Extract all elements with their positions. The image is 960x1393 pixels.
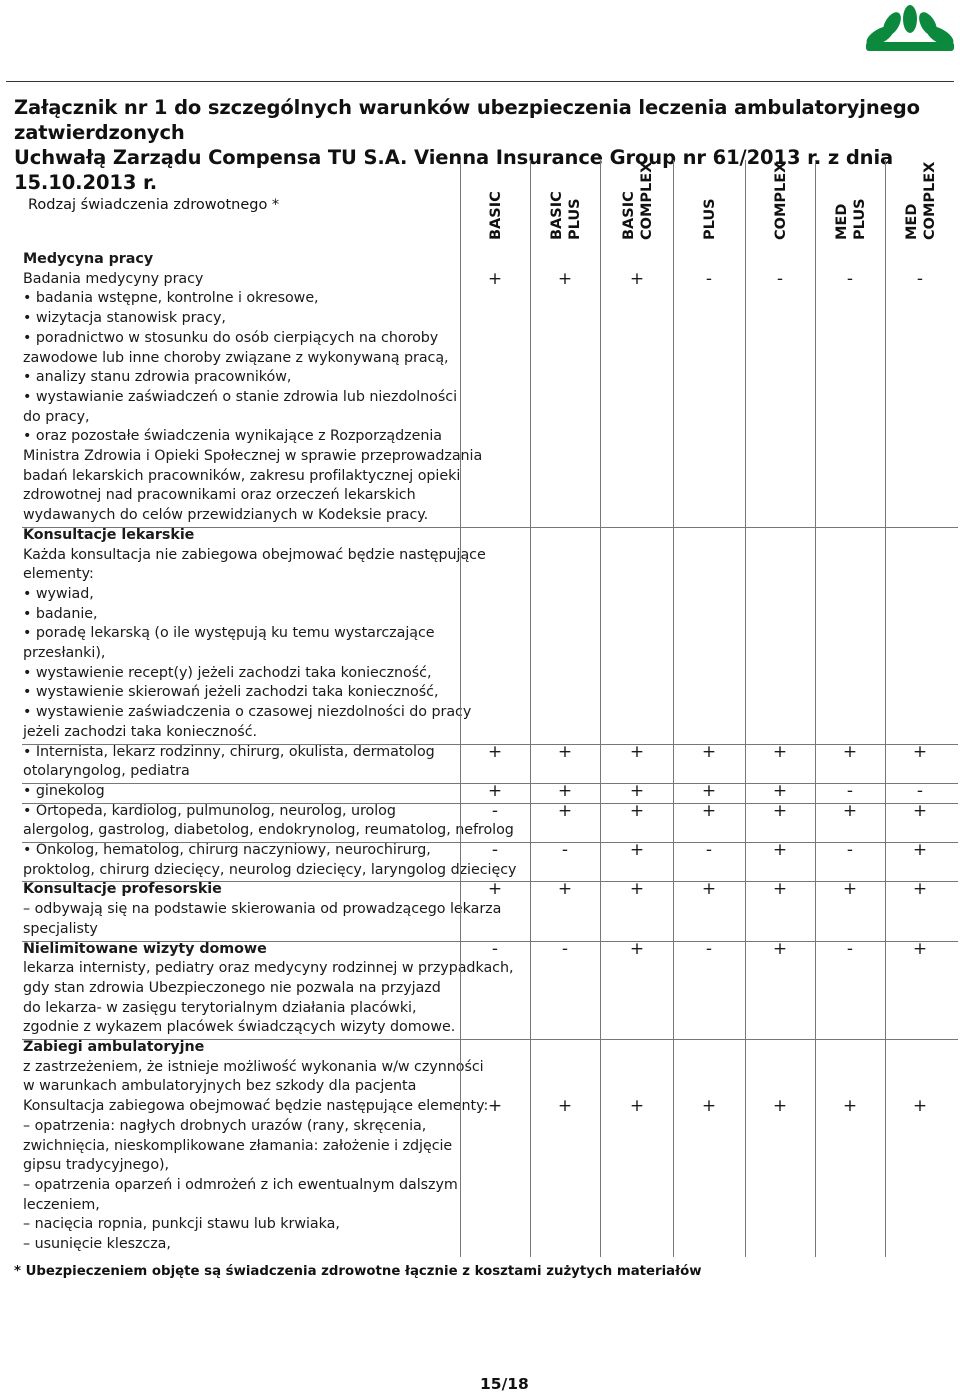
table-row-description <box>23 250 483 526</box>
row-text-line: do lekarza- w zasięgu terytorialnym działania placówki, <box>23 999 417 1016</box>
included-mark: + <box>912 800 928 821</box>
row-text-line: • wystawienie skierowań jeżeli zachodzi taka konieczność, <box>23 684 439 701</box>
included-mark: + <box>772 840 788 860</box>
document-title-line-1: Załącznik nr 1 do szczególnych warunków ubezpieczenia leczenia ambulatoryjnego zatwierdzonych <box>14 96 920 144</box>
column-header-line: PLUS <box>567 198 583 240</box>
row-text-line: Każda konsultacja nie zabiegowa obejmować będzie następujące <box>23 546 486 563</box>
included-mark: + <box>629 840 645 860</box>
included-mark: + <box>487 1096 503 1117</box>
table-row-description <box>23 940 514 1039</box>
included-mark: + <box>557 780 573 801</box>
row-text-line: – usunięcie kleszcza, <box>23 1236 171 1253</box>
row-text-line: • oraz pozostałe świadczenia wynikające z Rozporządzenia <box>23 428 442 445</box>
included-mark: + <box>701 800 717 821</box>
row-text-line: • Ortopeda, kardiolog, pulmunolog, neurolog, urolog <box>23 802 396 819</box>
row-text-line: do pracy, <box>23 408 90 425</box>
row-text-line: zgodnie z wykazem placówek świadczących wizyty domowe. <box>23 1019 456 1036</box>
row-divider <box>22 941 958 942</box>
row-text-line: zawodowe lub inne choroby związane z wykonywaną pracą, <box>23 349 449 366</box>
section-heading: Medycyna pracy <box>23 251 154 267</box>
row-text-line: • analizy stanu zdrowia pracowników, <box>23 369 292 386</box>
row-text-line: • Onkolog, hematolog, chirurg naczyniowy, neurochirurg, <box>23 842 431 858</box>
included-mark: + <box>629 1096 645 1117</box>
column-divider <box>885 160 886 1257</box>
column-header-line: PLUS <box>702 198 718 240</box>
included-mark: + <box>487 741 503 762</box>
row-text-line: • poradę lekarską (o ile występują ku temu wystarczające <box>23 625 435 642</box>
excluded-mark: - <box>916 268 924 289</box>
included-mark: + <box>842 879 858 900</box>
table-row-description <box>23 1097 489 1255</box>
included-mark: + <box>487 879 503 900</box>
row-text-line: Konsultacja zabiegowa obejmować będzie następujące elementy: <box>23 1098 489 1115</box>
included-mark: + <box>557 800 573 821</box>
included-mark: + <box>629 268 645 289</box>
first-column-header: Rodzaj świadczenia zdrowotnego * <box>28 197 280 213</box>
excluded-mark: - <box>491 840 499 860</box>
column-header-6 <box>903 162 939 240</box>
included-mark: + <box>629 741 645 762</box>
row-text-line: zwichnięcia, nieskomplikowane złamania: założenie i zdjęcie <box>23 1137 453 1154</box>
included-mark: + <box>701 879 717 900</box>
column-divider <box>815 160 816 1257</box>
included-mark: + <box>772 800 788 821</box>
table-row-description <box>23 526 486 743</box>
row-text-line: • wizytacja stanowisk pracy, <box>23 310 226 327</box>
column-divider <box>530 160 531 1257</box>
included-mark: + <box>772 879 788 900</box>
row-text-line: lekarza internisty, pediatry oraz medycyny rodzinnej w przypadkach, <box>23 960 514 977</box>
row-text-line: Badania medycyny pracy <box>23 270 204 287</box>
column-divider <box>460 160 461 1257</box>
table-row-description <box>23 1038 484 1097</box>
excluded-mark: - <box>916 780 924 801</box>
row-text-line: otolaryngolog, pediatra <box>23 763 190 780</box>
included-mark: + <box>772 741 788 762</box>
included-mark: + <box>912 938 928 959</box>
table-row-description <box>23 880 502 939</box>
column-header-4 <box>772 162 790 240</box>
column-header-0 <box>487 191 505 240</box>
excluded-mark: - <box>705 840 713 860</box>
row-text-line: • poradnictwo w stosunku do osób cierpiących na choroby <box>23 329 439 346</box>
row-text-line: jeżeli zachodzi taka konieczność. <box>23 723 258 740</box>
excluded-mark: - <box>561 840 569 860</box>
included-mark: + <box>557 1096 573 1117</box>
table-row-description <box>23 743 453 782</box>
excluded-mark: - <box>705 268 713 289</box>
included-mark: + <box>487 268 503 289</box>
included-mark: + <box>772 1096 788 1117</box>
included-mark: + <box>842 800 858 821</box>
row-text-line: specjalisty <box>23 920 98 937</box>
row-text-line: • wystawienie zaświadczenia o czasowej niezdolności do pracy <box>23 704 472 721</box>
row-text-line: proktolog, chirurg dziecięcy, neurolog dziecięcy, laryngolog dziecięcy <box>23 861 517 878</box>
row-text-line: – opatrzenia oparzeń i odmrożeń z ich ewentualnym dalszym <box>23 1176 458 1193</box>
row-divider <box>22 842 958 843</box>
column-header-line: COMPLEX <box>922 161 938 240</box>
included-mark: + <box>912 879 928 900</box>
included-mark: + <box>629 780 645 801</box>
table-row-description <box>23 841 517 880</box>
excluded-mark: - <box>846 938 854 959</box>
included-mark: + <box>912 1096 928 1117</box>
row-text-line: alergolog, gastrolog, diabetolog, endokrynolog, reumatolog, nefrolog <box>23 822 514 839</box>
included-mark: + <box>557 268 573 289</box>
row-text-line: • badania wstępne, kontrolne i okresowe, <box>23 290 319 307</box>
section-heading: Zabiegi ambulatoryjne <box>23 1039 205 1055</box>
row-text-line: • wystawianie zaświadczeń o stanie zdrowia lub niezdolności <box>23 388 457 405</box>
column-header-line: BASIC <box>621 191 637 240</box>
footnote: * Ubezpieczeniem objęte są świadczenia zdrowotne łącznie z kosztami zużytych materiałów <box>14 1264 702 1279</box>
row-text-line: • wywiad, <box>23 585 94 602</box>
row-text-line: – odbywają się na podstawie skierowania od prowadzącego lekarza <box>23 901 502 918</box>
row-divider <box>22 783 958 784</box>
included-mark: + <box>701 780 717 801</box>
included-mark: + <box>912 741 928 762</box>
row-text-line: • wystawienie recept(y) jeżeli zachodzi taka konieczność, <box>23 664 432 681</box>
excluded-mark: - <box>846 840 854 860</box>
included-mark: + <box>557 879 573 900</box>
column-header-2 <box>620 162 656 240</box>
column-header-line: COMPLEX <box>773 161 789 240</box>
header-rule <box>6 81 954 82</box>
table-row-description <box>23 802 514 841</box>
column-header-line: MED <box>834 203 850 240</box>
row-text-line: • Internista, lekarz rodzinny, chirurg, okulista, dermatolog <box>23 743 435 760</box>
row-text-line: leczeniem, <box>23 1196 100 1213</box>
column-header-3 <box>701 198 719 240</box>
included-mark: + <box>629 800 645 821</box>
included-mark: + <box>557 741 573 762</box>
section-heading: Konsultacje profesorskie <box>23 881 222 898</box>
section-heading: Konsultacje lekarskie <box>23 526 195 543</box>
document-title <box>14 95 954 195</box>
row-text-line: • badanie, <box>23 605 98 622</box>
excluded-mark: - <box>561 938 569 959</box>
table-row-description <box>23 782 453 802</box>
row-text-line: – opatrzenia: nagłych drobnych urazów (rany, skręcenia, <box>23 1117 427 1134</box>
column-header-line: MED <box>904 203 920 240</box>
row-text-line: w warunkach ambulatoryjnych bez szkody dla pacjenta <box>23 1078 417 1095</box>
document-title-line-2: Uchwałą Zarządu Compensa TU S.A. Vienna Insurance Group nr 61/2013 r. z dnia 15.10.2013 r. <box>14 146 894 194</box>
excluded-mark: - <box>776 268 784 289</box>
row-text-line: z zastrzeżeniem, że istnieje możliwość wykonania w/w czynności <box>23 1058 484 1075</box>
section-heading: Nielimitowane wizyty domowe <box>23 940 267 957</box>
row-divider <box>22 881 958 882</box>
column-header-line: COMPLEX <box>639 161 655 240</box>
column-divider <box>745 160 746 1257</box>
row-divider <box>22 1039 958 1040</box>
included-mark: + <box>912 840 928 860</box>
included-mark: + <box>629 938 645 959</box>
row-text-line: zdrowotnej nad pracownikami oraz orzeczeń lekarskich <box>23 487 416 504</box>
compensa-leaf-logo-icon <box>862 2 958 54</box>
excluded-mark: - <box>846 268 854 289</box>
column-divider <box>673 160 674 1257</box>
excluded-mark: - <box>491 938 499 959</box>
row-divider <box>22 803 958 804</box>
row-text-line: • ginekolog <box>23 782 105 799</box>
row-text-line: – nacięcia ropnia, punkcji stawu lub krwiaka, <box>23 1216 340 1233</box>
included-mark: + <box>701 741 717 762</box>
row-text-line: gipsu tradycyjnego), <box>23 1157 170 1174</box>
row-divider <box>22 527 958 528</box>
included-mark: + <box>701 1096 717 1117</box>
included-mark: + <box>772 938 788 959</box>
row-text-line: gdy stan zdrowia Ubezpieczonego nie pozwala na przyjazd <box>23 979 441 996</box>
row-text-line: Ministra Zdrowia i Opieki Społecznej w sprawie przeprowadzania <box>23 448 483 465</box>
column-header-5 <box>833 198 869 240</box>
excluded-mark: - <box>491 800 499 821</box>
excluded-mark: - <box>705 938 713 959</box>
page-number: 15/18 <box>480 1375 529 1393</box>
included-mark: + <box>487 780 503 801</box>
column-header-line: BASIC <box>488 191 504 240</box>
row-text-line: elementy: <box>23 566 94 583</box>
included-mark: + <box>842 741 858 762</box>
column-header-line: BASIC <box>549 191 565 240</box>
column-header-line: PLUS <box>852 198 868 240</box>
row-text-line: badań lekarskich pracowników, zakresu profilaktycznej opieki <box>23 467 461 484</box>
column-header-1 <box>548 191 584 240</box>
column-divider <box>600 160 601 1257</box>
row-divider <box>22 744 958 745</box>
row-text-line: przesłanki), <box>23 645 106 662</box>
excluded-mark: - <box>846 780 854 801</box>
row-text-line: wydawanych do celów przewidzianych w Kodeksie pracy. <box>23 507 429 524</box>
included-mark: + <box>842 1096 858 1117</box>
included-mark: + <box>772 780 788 801</box>
included-mark: + <box>629 879 645 900</box>
